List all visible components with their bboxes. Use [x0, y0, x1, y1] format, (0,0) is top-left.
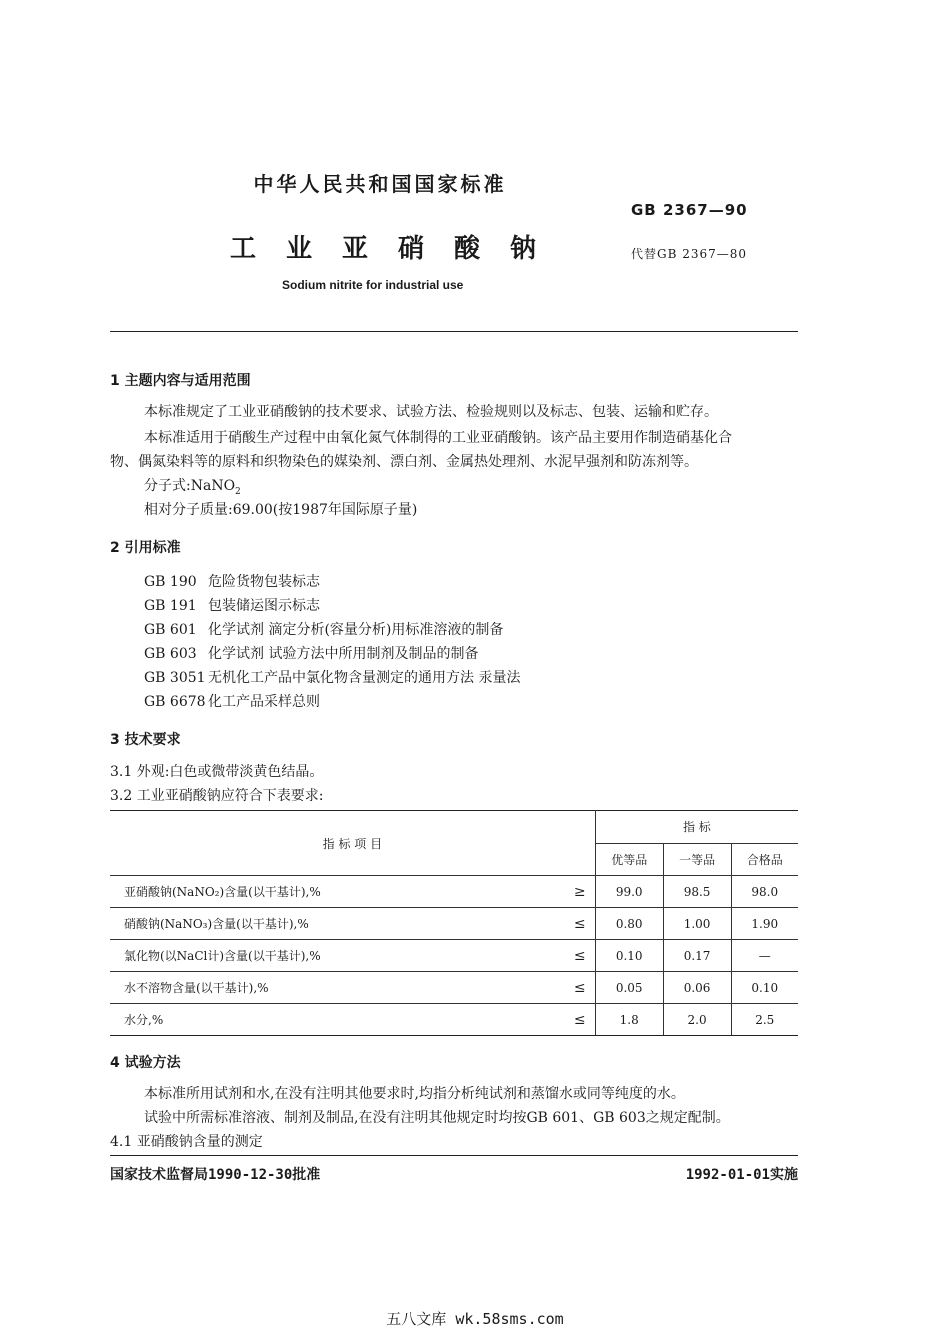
- watermark-text: 五八文库 wk.58sms.com: [386, 1310, 564, 1328]
- row-value: 2.5: [731, 1004, 798, 1036]
- section-1-paragraph-2a: 本标准适用于硝酸生产过程中由氧化氮气体制得的工业亚硝酸钠。该产品主要用作制造硝基化合: [144, 430, 732, 446]
- clause-4-1: 4.1 亚硝酸钠含量的测定: [110, 1134, 263, 1150]
- row-item: 氯化物(以NaCl计)含量(以干基计),%: [110, 940, 565, 972]
- row-item: 硝酸钠(NaNO₃)含量(以干基计),%: [110, 908, 565, 940]
- reference-item: GB 191 包装储运图示标志: [144, 598, 320, 614]
- row-value: 99.0: [595, 876, 663, 908]
- row-value: 0.05: [595, 972, 663, 1004]
- clause-3-1: 3.1 外观:白色或微带淡黄色结晶。: [110, 764, 324, 780]
- table-row: [110, 908, 798, 940]
- english-subtitle: Sodium nitrite for industrial use: [282, 278, 464, 292]
- table-row: [110, 940, 798, 972]
- section-1-paragraph-2b: 物、偶氮染料等的原料和织物染色的媒染剂、漂白剂、金属热处理剂、水泥早强剂和防冻剂等。: [110, 454, 698, 470]
- section-2-heading: 2 引用标准: [110, 540, 181, 556]
- section-1-paragraph-1: 本标准规定了工业亚硝酸钠的技术要求、试验方法、检验规则以及标志、包装、运输和贮存。: [144, 404, 718, 420]
- reference-item: GB 603 化学试剂 试验方法中所用制剂及制品的制备: [144, 646, 479, 662]
- approval-date: 国家技术监督局1990-12-30批准: [110, 1167, 321, 1183]
- row-value: 0.80: [595, 908, 663, 940]
- row-value: 98.0: [731, 876, 798, 908]
- row-value: —: [731, 940, 798, 972]
- row-value: 1.00: [663, 908, 731, 940]
- section-4-heading: 4 试验方法: [110, 1055, 181, 1071]
- row-comparator: ≥: [565, 876, 596, 908]
- national-standard-heading: 中华人民共和国国家标准: [253, 172, 507, 196]
- grade-header: 优等品: [595, 843, 663, 876]
- row-value: 0.10: [731, 972, 798, 1004]
- table-row: [110, 972, 798, 1004]
- requirements-table: [110, 810, 798, 1036]
- row-value: 0.10: [595, 940, 663, 972]
- reference-item: GB 190 危险货物包装标志: [144, 574, 320, 590]
- row-value: 2.0: [663, 1004, 731, 1036]
- column-header-index: 指 标: [595, 811, 798, 844]
- reference-item: GB 3051 无机化工产品中氯化物含量测定的通用方法 汞量法: [144, 670, 521, 686]
- section-4-paragraph-1: 本标准所用试剂和水,在没有注明其他要求时,均指分析纯试剂和蒸馏水或同等纯度的水。: [144, 1086, 685, 1102]
- row-comparator: ≤: [565, 1004, 596, 1036]
- document-title: 工业亚硝酸钠: [230, 234, 567, 264]
- column-header-item: 指 标 项 目: [110, 811, 595, 876]
- gb-number: GB 2367—90: [631, 201, 748, 219]
- row-value: 1.90: [731, 908, 798, 940]
- clause-3-2: 3.2 工业亚硝酸钠应符合下表要求:: [110, 788, 324, 804]
- table-header-row: [110, 811, 798, 844]
- table-row: [110, 1004, 798, 1036]
- row-item: 亚硝酸钠(NaNO₂)含量(以干基计),%: [110, 876, 565, 908]
- reference-item: GB 6678 化工产品采样总则: [144, 694, 320, 710]
- table-row: [110, 876, 798, 908]
- row-value: 0.17: [663, 940, 731, 972]
- molecular-mass: 相对分子质量:69.00(按1987年国际原子量): [144, 502, 418, 518]
- row-item: 水分,%: [110, 1004, 565, 1036]
- row-item: 水不溶物含量(以干基计),%: [110, 972, 565, 1004]
- row-value: 0.06: [663, 972, 731, 1004]
- grade-header: 一等品: [663, 843, 731, 876]
- header-divider: [110, 331, 798, 332]
- section-3-heading: 3 技术要求: [110, 732, 181, 748]
- replaces-standard: 代替GB 2367—80: [631, 247, 748, 261]
- section-4-paragraph-2: 试验中所需标准溶液、制剂及制品,在没有注明其他规定时均按GB 601、GB 603之规定配制。: [144, 1110, 730, 1126]
- row-comparator: ≤: [565, 908, 596, 940]
- section-1-heading: 1 主题内容与适用范围: [110, 373, 251, 389]
- row-comparator: ≤: [565, 972, 596, 1004]
- grade-header: 合格品: [731, 843, 798, 876]
- row-comparator: ≤: [565, 940, 596, 972]
- molecular-formula: 分子式:NaNO$_2$: [144, 478, 241, 497]
- effective-date: 1992-01-01实施: [685, 1167, 798, 1183]
- row-value: 98.5: [663, 876, 731, 908]
- footer-divider: [110, 1155, 798, 1156]
- row-value: 1.8: [595, 1004, 663, 1036]
- reference-item: GB 601 化学试剂 滴定分析(容量分析)用标准溶液的制备: [144, 622, 504, 638]
